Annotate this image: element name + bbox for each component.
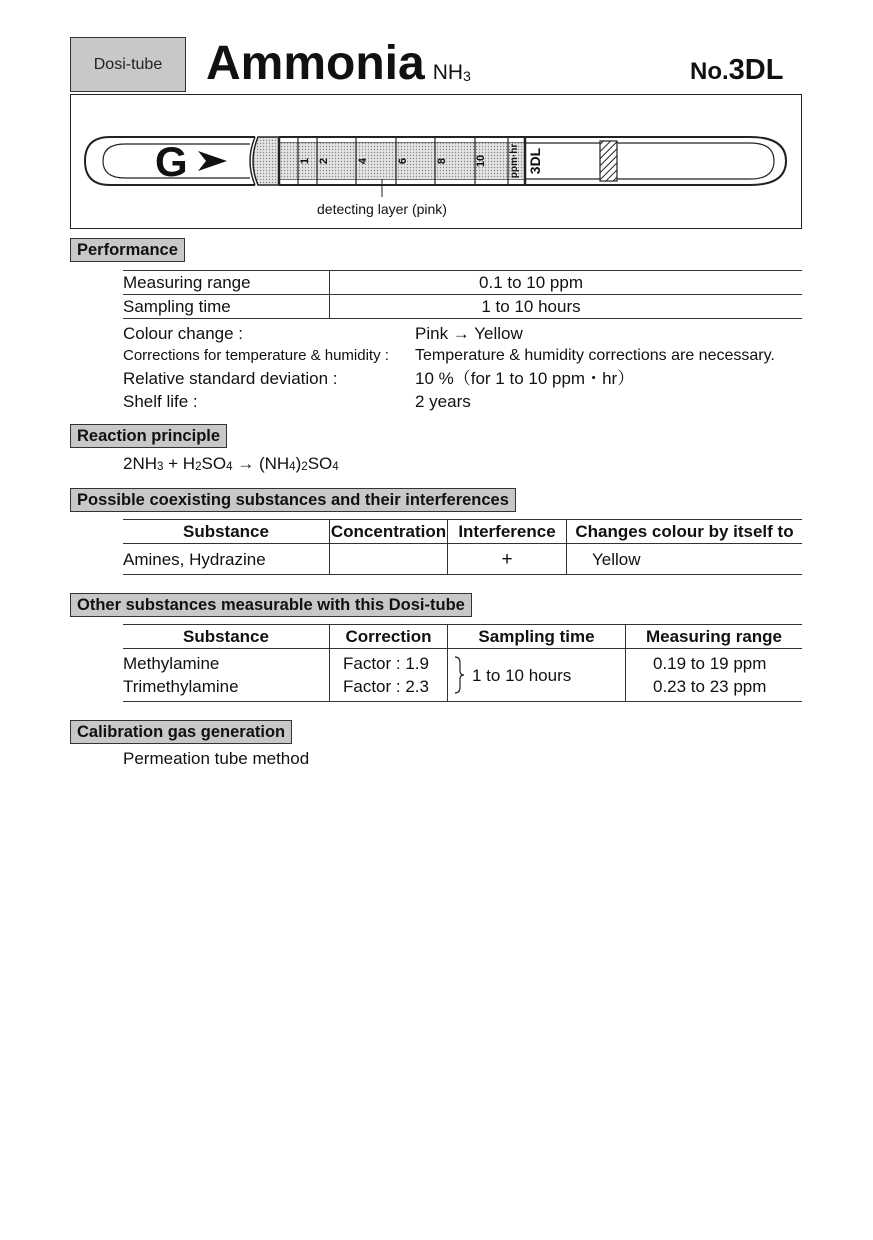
reaction-heading: Reaction principle xyxy=(70,424,227,448)
other-correction: Factor : 1.9 xyxy=(343,654,429,673)
gas-formula: NH3 xyxy=(432,61,471,85)
interference-sign: + xyxy=(501,549,513,570)
other-range: 0.19 to 19 ppm xyxy=(653,654,767,673)
interference-colour: Yellow xyxy=(592,550,641,569)
colour-change-label: Colour change : xyxy=(123,324,244,343)
col-header: Changes colour by itself to xyxy=(575,522,794,541)
col-header: Concentration xyxy=(330,522,447,541)
calibration-heading: Calibration gas generation xyxy=(70,720,292,744)
other-substance: Methylamine xyxy=(123,654,220,673)
calibration-method: Permeation tube method xyxy=(123,749,310,768)
scale-mark: 4 xyxy=(357,157,369,165)
interference-substance: Amines, Hydrazine xyxy=(123,550,266,569)
corrections-label: Corrections for temperature & humidity : xyxy=(123,347,389,364)
sampling-time-label: Sampling time xyxy=(123,297,231,316)
col-header: Interference xyxy=(458,522,556,541)
scale-mark: 1 xyxy=(299,157,311,165)
brace-icon xyxy=(452,655,466,695)
measuring-range-label: Measuring range xyxy=(123,273,251,292)
scale-mark: 6 xyxy=(397,157,409,165)
shelf-life-label: Shelf life : xyxy=(123,392,198,411)
sampling-time-value: 1 to 10 hours xyxy=(481,297,581,316)
logo-arrow-icon xyxy=(198,151,227,171)
other-substance: Trimethylamine xyxy=(123,677,239,696)
shelf-life-value: 2 years xyxy=(415,392,471,411)
tube-number: No.3DL xyxy=(690,54,784,86)
hatched-plug xyxy=(600,141,617,181)
tube-code-label: 3DL xyxy=(527,147,543,175)
scale-mark: 2 xyxy=(318,157,330,165)
gas-name: Ammonia xyxy=(206,37,425,90)
scale-mark: 10 xyxy=(475,154,487,168)
col-header: Correction xyxy=(345,627,432,646)
gastec-logo-letter: G xyxy=(155,138,188,185)
colour-change-value: Pink → Yellow xyxy=(415,324,523,343)
other-sampling-time: 1 to 10 hours xyxy=(472,666,572,685)
scale-unit: ppm·hr xyxy=(509,143,520,179)
corrections-value: Temperature & humidity corrections are necessary. xyxy=(415,347,775,364)
other-substances-heading: Other substances measurable with this Dosi-tube xyxy=(70,593,472,617)
other-range: 0.23 to 23 ppm xyxy=(653,677,767,696)
col-header: Sampling time xyxy=(478,627,595,646)
measuring-range-value: 0.1 to 10 ppm xyxy=(479,273,583,292)
dosi-tube-diagram xyxy=(70,94,802,229)
product-type-badge: Dosi-tube xyxy=(70,37,186,92)
reaction-equation: 2NH3 + H2SO4 → (NH4)2SO4 xyxy=(123,454,339,474)
col-header: Measuring range xyxy=(645,627,783,646)
performance-heading: Performance xyxy=(70,238,185,262)
interferences-heading: Possible coexisting substances and their interferences xyxy=(70,488,516,512)
col-header: Substance xyxy=(183,627,269,646)
rsd-label: Relative standard deviation : xyxy=(123,369,338,388)
scale-mark: 8 xyxy=(436,157,448,165)
rsd-value: 10 %（for 1 to 10 ppm・hr） xyxy=(415,369,635,388)
col-header: Substance xyxy=(183,522,269,541)
detecting-layer-caption: detecting layer (pink) xyxy=(317,201,447,217)
other-correction: Factor : 2.3 xyxy=(343,677,429,696)
